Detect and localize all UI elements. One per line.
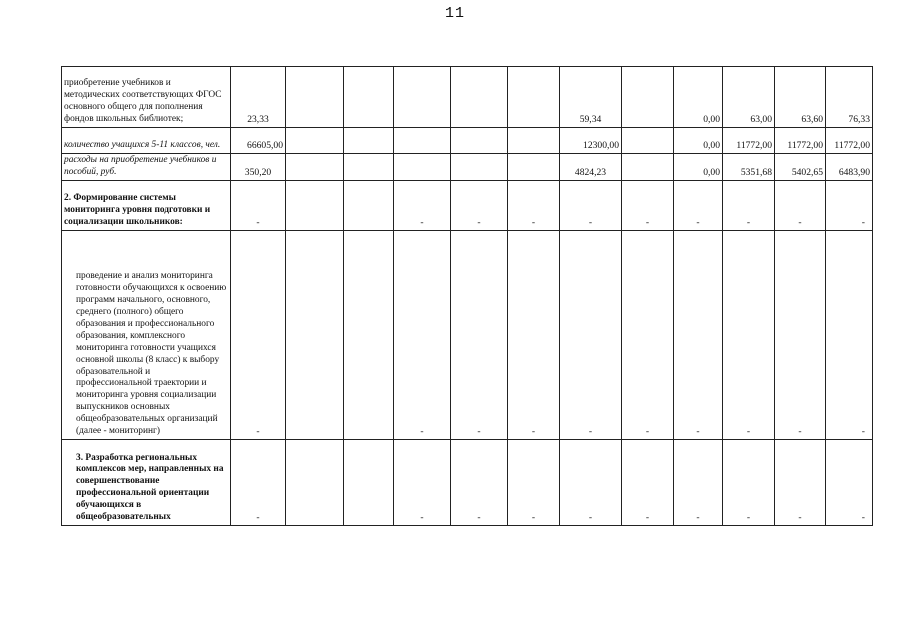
table-cell	[622, 154, 674, 181]
table-row	[62, 231, 873, 440]
table-cell: -	[622, 440, 674, 526]
table-cell: -	[622, 231, 674, 440]
row-label: 3. Разработка региональных комплексов мер, направленных на совершенствование профессиональной ориентации обучающихся в общеобразовательных	[62, 440, 231, 526]
table-cell	[622, 128, 674, 154]
table-cell: -	[826, 231, 873, 440]
table-cell	[394, 67, 451, 128]
table-cell: -	[231, 231, 286, 440]
table-cell	[451, 154, 508, 181]
table-cell: 11772,00	[723, 128, 775, 154]
table-cell: 11772,00	[826, 128, 873, 154]
table-cell: -	[775, 440, 826, 526]
table-cell	[344, 440, 394, 526]
table-cell	[286, 154, 344, 181]
table-cell: 4824,23	[560, 154, 622, 181]
table-cell: -	[508, 231, 560, 440]
data-table	[61, 66, 873, 526]
table-row	[62, 128, 873, 154]
table-cell	[286, 128, 344, 154]
table-cell: -	[394, 440, 451, 526]
table-cell: 0,00	[674, 67, 723, 128]
table-cell: -	[622, 181, 674, 231]
table-cell	[344, 231, 394, 440]
table-cell: 0,00	[674, 154, 723, 181]
table-cell: 5351,68	[723, 154, 775, 181]
table-cell: -	[508, 440, 560, 526]
table-cell: 23,33	[231, 67, 286, 128]
table-cell	[394, 154, 451, 181]
table-cell: 63,00	[723, 67, 775, 128]
table-cell	[344, 154, 394, 181]
table-cell: -	[394, 231, 451, 440]
table-cell: 11772,00	[775, 128, 826, 154]
table-cell	[508, 128, 560, 154]
table-cell: -	[560, 231, 622, 440]
table-cell	[286, 231, 344, 440]
table-cell: -	[674, 231, 723, 440]
table-cell	[344, 181, 394, 231]
table-cell: -	[451, 440, 508, 526]
table-cell: 5402,65	[775, 154, 826, 181]
table-cell: -	[723, 181, 775, 231]
table-cell: 12300,00	[560, 128, 622, 154]
table-cell: -	[826, 440, 873, 526]
table-cell: -	[560, 181, 622, 231]
page-number: 11	[444, 5, 465, 22]
table-cell	[451, 67, 508, 128]
table-cell: -	[674, 181, 723, 231]
row-label: 2. Формирование системы мониторинга уровня подготовки и социализации школьников:	[62, 181, 231, 231]
table-cell	[344, 67, 394, 128]
table-cell: 6483,90	[826, 154, 873, 181]
table-cell: 63,60	[775, 67, 826, 128]
table-cell: 66605,00	[231, 128, 286, 154]
row-label: проведение и анализ мониторинга готовности обучающихся к освоению программ начального, основного, среднего (полного) общего образования и профессионального образования, комплексного мониторинга готовности учащихся основной школы (8 класс) к выбору образовательной и профессиональной траектории и мониторинга уровня социализации выпускников основных общеобразовательных организаций (далее - мониторинг)	[62, 231, 231, 440]
table-cell: -	[560, 440, 622, 526]
table-cell: -	[826, 181, 873, 231]
table-cell	[451, 128, 508, 154]
table-cell: -	[451, 231, 508, 440]
table-cell: -	[775, 231, 826, 440]
row-label: приобретение учебников и методических соответствующих ФГОС основного общего для пополнения фондов школьных библиотек;	[62, 67, 231, 128]
table-cell: -	[451, 181, 508, 231]
table-cell: -	[394, 181, 451, 231]
table-cell	[286, 67, 344, 128]
table-row	[62, 67, 873, 128]
table-cell: -	[508, 181, 560, 231]
table-row	[62, 154, 873, 181]
table-cell: -	[674, 440, 723, 526]
table-cell	[286, 440, 344, 526]
table-cell	[508, 154, 560, 181]
table-cell	[286, 181, 344, 231]
row-label: количество учащихся 5-11 классов, чел.	[62, 128, 231, 154]
table-cell: -	[231, 181, 286, 231]
table-cell: -	[775, 181, 826, 231]
table-row	[62, 181, 873, 231]
table-cell: 76,33	[826, 67, 873, 128]
table-cell: 350,20	[231, 154, 286, 181]
table-cell: 0,00	[674, 128, 723, 154]
table-cell: -	[723, 440, 775, 526]
table-cell: -	[231, 440, 286, 526]
table-cell: -	[723, 231, 775, 440]
table-row	[62, 440, 873, 526]
table-cell: 59,34	[560, 67, 622, 128]
table-cell	[508, 67, 560, 128]
table-cell	[344, 128, 394, 154]
row-label: расходы на приобретение учебников и пособий, руб.	[62, 154, 231, 181]
table-cell	[622, 67, 674, 128]
table-cell	[394, 128, 451, 154]
